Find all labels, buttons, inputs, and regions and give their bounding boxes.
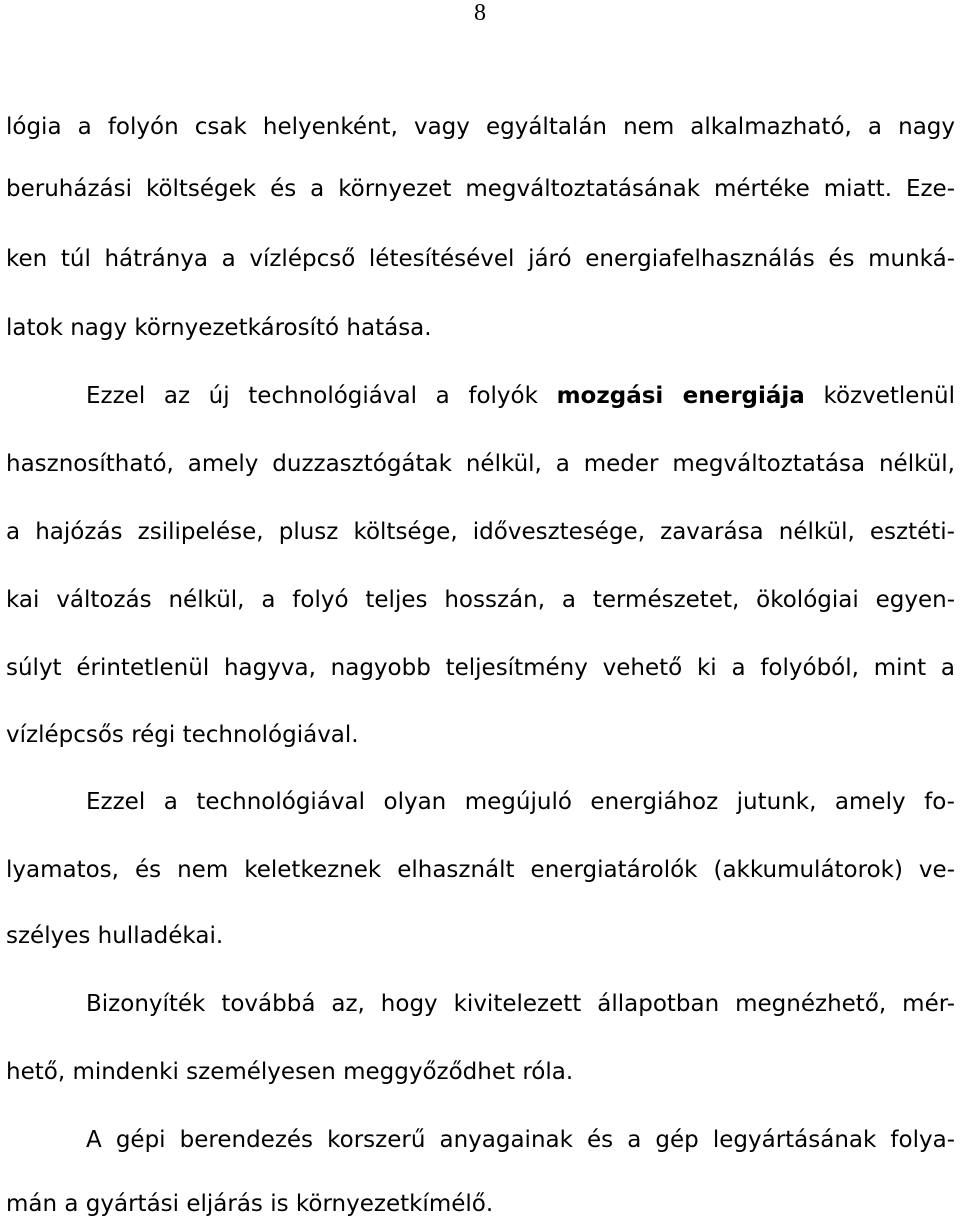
text-line: kai változás nélkül, a folyó teljes hosszán, a természetet, ökológiai egyen- [6, 587, 955, 613]
text-line: vízlépcsős régi technológiával. [6, 722, 359, 748]
text-line [86, 376, 955, 416]
text-line: súlyt érintetlenül hagyva, nagyobb teljesítmény vehető ki a folyóból, mint a [6, 655, 955, 681]
text-line: szélyes hulladékai. [6, 923, 224, 949]
text-line: ken túl hátránya a vízlépcső létesítésével járó energiafelhasználás és munká- [6, 246, 955, 272]
page-number: 8 [474, 0, 486, 26]
text-line: mán a gyártási eljárás is környezetkímélő. [6, 1191, 494, 1217]
text-line: beruházási költségek és a környezet megváltoztatásának mértéke miatt. Eze- [6, 176, 955, 202]
text-line: A gépi berendezés korszerű anyagainak és a gép legyártásának folya- [86, 1127, 955, 1153]
text-span: Ezzel az új technológiával a folyók [86, 383, 557, 409]
bold-term: mozgási energiája [556, 383, 805, 409]
text-line: hasznosítható, amely duzzasztógátak nélkül, a meder megváltoztatása nélkül, [6, 451, 955, 477]
text-line: Ezzel a technológiával olyan megújuló energiához jutunk, amely fo- [86, 789, 955, 815]
text-line: lyamatos, és nem keletkeznek elhasznált energiatárolók (akkumulátorok) ve- [6, 857, 955, 883]
text-line: Bizonyíték továbbá az, hogy kivitelezett állapotban megnézhető, mér- [86, 991, 955, 1017]
text-line: hető, mindenki személyesen meggyőződhet róla. [6, 1059, 574, 1085]
text-line: a hajózás zsilipelése, plusz költsége, idővesztesége, zavarása nélkül, esztéti- [6, 519, 955, 545]
text-span: közvetlenül [804, 383, 955, 409]
text-line: latok nagy környezetkárosító hatása. [6, 315, 432, 341]
text-line: lógia a folyón csak helyenként, vagy egyáltalán nem alkalmazható, a nagy [6, 114, 955, 140]
